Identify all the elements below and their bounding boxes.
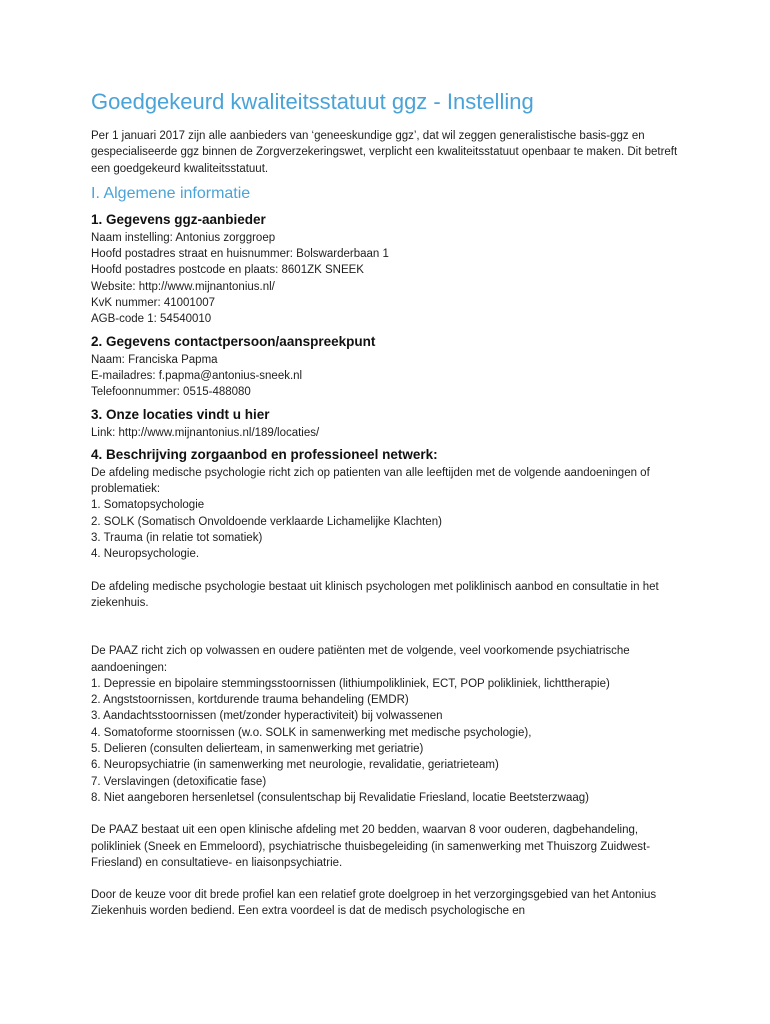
list-item: 4. Neuropsychologie. <box>91 548 200 561</box>
medpsych-intro: De afdeling medische psychologie richt zich op patienten van alle leeftijden met de volgende aandoeningen of problematiek: <box>91 466 650 496</box>
provider-street: Hoofd postadres straat en huisnummer: Bolswarderbaan 1 <box>91 248 389 261</box>
heading-locations: 3. Onze locaties vindt u hier <box>91 406 270 422</box>
provider-agb: AGB-code 1: 54540010 <box>91 313 212 326</box>
list-item: 6. Neuropsychiatrie (in samenwerking met neurologie, revalidatie, geriatrieteam) <box>91 759 499 772</box>
document-content <box>91 86 691 920</box>
paaz-intro: De PAAZ richt zich op volwassen en oudere patiënten met de volgende, veel voorkomende psychiatrische aandoeningen: <box>91 645 630 674</box>
list-item: 2. SOLK (Somatisch Onvoldoende verklaarde Lichamelijke Klachten) <box>91 515 442 528</box>
provider-name: Naam instelling: Antonius zorggroep <box>91 231 276 244</box>
heading-contact-person: 2. Gegevens contactpersoon/aanspreekpunt <box>91 333 376 349</box>
contact-email[interactable]: E-mailadres: f.papma@antonius-sneek.nl <box>91 369 303 382</box>
list-item: 5. Delieren (consulten delierteam, in samenwerking met geriatrie) <box>91 743 424 756</box>
list-item: 4. Somatoforme stoornissen (w.o. SOLK in samenwerking met medische psychologie), <box>91 726 532 739</box>
list-item: 8. Niet aangeboren hersenletsel (consulentschap bij Revalidatie Friesland, locatie Beetsterzwaag) <box>91 791 589 804</box>
contact-name: Naam: Franciska Papma <box>91 353 218 366</box>
section-heading-general: I. Algemene informatie <box>91 184 251 202</box>
intro-paragraph: Per 1 januari 2017 zijn alle aanbieders van ‘geneeskundige ggz’, dat wil zeggen generalistische basis-ggz en gespecialiseerde ggz binnen de Zorgverzekeringswet, verplicht een kwaliteitsstatuut openbaar te maken. Dit betreft een goedgekeurd kwaliteitsstatuut. <box>91 130 678 175</box>
list-item: 3. Aandachtsstoornissen (met/zonder hyperactiviteit) bij volwassenen <box>91 710 443 723</box>
page-title: Goedgekeurd kwaliteitsstatuut ggz - Instelling <box>91 89 534 114</box>
list-item: 2. Angststoornissen, kortdurende trauma behandeling (EMDR) <box>91 694 409 707</box>
list-item: 7. Verslavingen (detoxificatie fase) <box>91 775 267 788</box>
provider-website[interactable]: Website: http://www.mijnantonius.nl/ <box>91 280 275 293</box>
contact-phone: Telefoonnummer: 0515-488080 <box>91 386 251 399</box>
provider-postcode: Hoofd postadres postcode en plaats: 8601ZK SNEEK <box>91 264 364 277</box>
list-item: 1. Somatopsychologie <box>91 499 205 512</box>
closing-paragraph: Door de keuze voor dit brede profiel kan een relatief grote doelgroep in het verzorgingsgebied van het Antonius Ziekenhuis worden bediend. Een extra voordeel is dat de medisch psychologische en <box>91 889 657 918</box>
locations-link[interactable]: Link: http://www.mijnantonius.nl/189/locaties/ <box>91 426 320 439</box>
paaz-structure: De PAAZ bestaat uit een open klinische afdeling met 20 bedden, waarvan 8 voor ouderen, dagbehandeling, polikliniek (Sneek en Emmeloord), psychiatrische thuisbegeleiding (in samenwerking met Thuiszorg Zuidwest-Friesland) en consultatieve- en liaisonpsychiatrie. <box>91 824 651 869</box>
medpsych-staff: De afdeling medische psychologie bestaat uit klinisch psychologen met poliklinisch aanbod en consultatie in het ziekenhuis. <box>91 580 659 609</box>
heading-care-offer: 4. Beschrijving zorgaanbod en professioneel netwerk: <box>91 446 438 462</box>
heading-provider-details: 1. Gegevens ggz-aanbieder <box>91 211 266 227</box>
provider-kvk: KvK nummer: 41001007 <box>91 297 216 310</box>
list-item: 1. Depressie en bipolaire stemmingsstoornissen (lithiumpolikliniek, ECT, POP polikliniek, lichttherapie) <box>91 677 610 690</box>
list-item: 3. Trauma (in relatie tot somatiek) <box>91 532 263 545</box>
